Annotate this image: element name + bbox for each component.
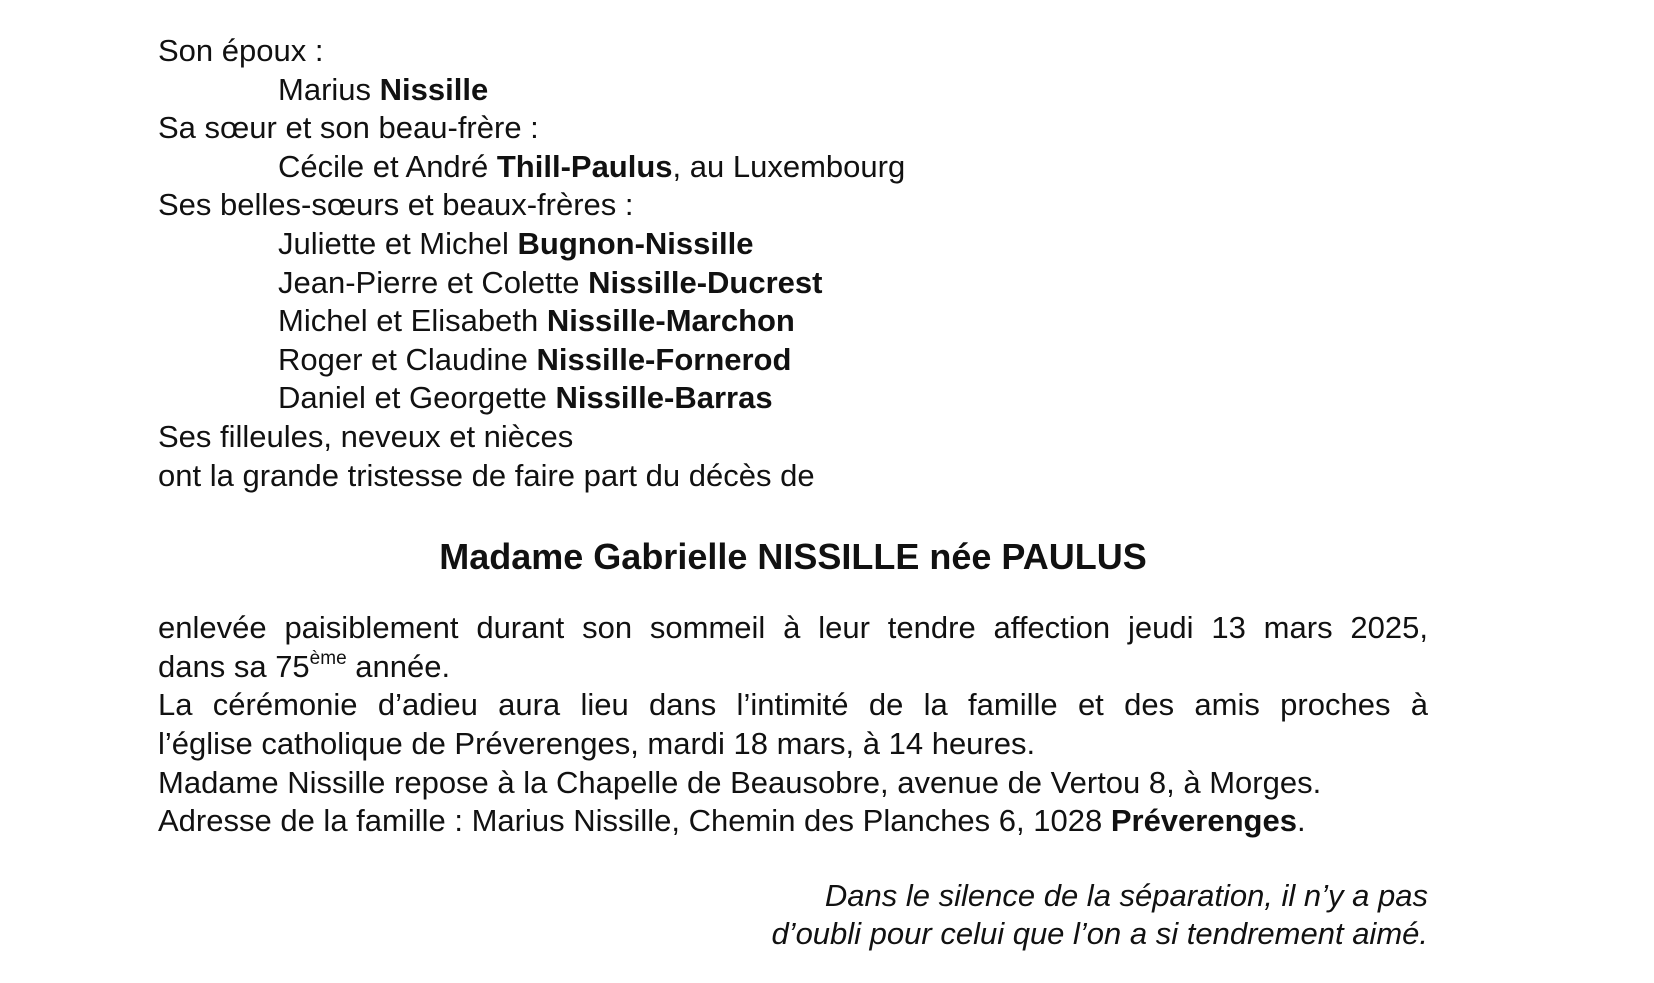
deceased-name-heading: Madame Gabrielle NISSILLE née PAULUS [439, 536, 1147, 578]
inlaw-entry: Daniel et Georgette Nissille-Barras [278, 380, 773, 416]
family-address-line: Adresse de la famille : Marius Nissille, Chemin des Planches 6, 1028 Préverenges. [158, 803, 1306, 839]
ceremony-line-1: La cérémonie d’adieu aura lieu dans l’intimité de la famille et des amis proches à [158, 687, 1428, 723]
passing-line: enlevée paisiblement durant son sommeil à leur tendre affection jeudi 13 mars 2025, [158, 610, 1428, 646]
obituary-notice [158, 32, 1428, 954]
announcement-line: ont la grande tristesse de faire part du décès de [158, 457, 815, 493]
inlaw-entry: Jean-Pierre et Colette Nissille-Ducrest [278, 264, 823, 300]
godchildren-line: Ses filleules, neveux et nièces [158, 418, 574, 454]
quote-line-2: d’oubli pour celui que l’on a si tendrement aimé. [771, 916, 1428, 952]
closing-quote [158, 877, 1428, 954]
inlaw-entry: Juliette et Michel Bugnon-Nissille [278, 225, 754, 261]
inlaw-entry: Michel et Elisabeth Nissille-Marchon [278, 303, 795, 339]
quote-line-1: Dans le silence de la séparation, il n’y a pas [824, 877, 1428, 913]
age-line: dans sa 75ème année. [158, 647, 451, 684]
inlaws-label: Ses belles-sœurs et beaux-frères : [158, 187, 634, 223]
inlaw-entry: Roger et Claudine Nissille-Fornerod [278, 341, 792, 377]
spouse-label: Son époux : [158, 33, 324, 68]
spouse-name: Marius Nissille [278, 71, 489, 107]
sister-label: Sa sœur et son beau-frère : [158, 110, 539, 146]
rest-line: Madame Nissille repose à la Chapelle de Beausobre, avenue de Vertou 8, à Morges. [158, 764, 1322, 800]
ceremony-line-2: l’église catholique de Préverenges, mardi 18 mars, à 14 heures. [158, 725, 1036, 761]
sister-name: Cécile et André Thill-Paulus, au Luxembourg [278, 148, 906, 184]
